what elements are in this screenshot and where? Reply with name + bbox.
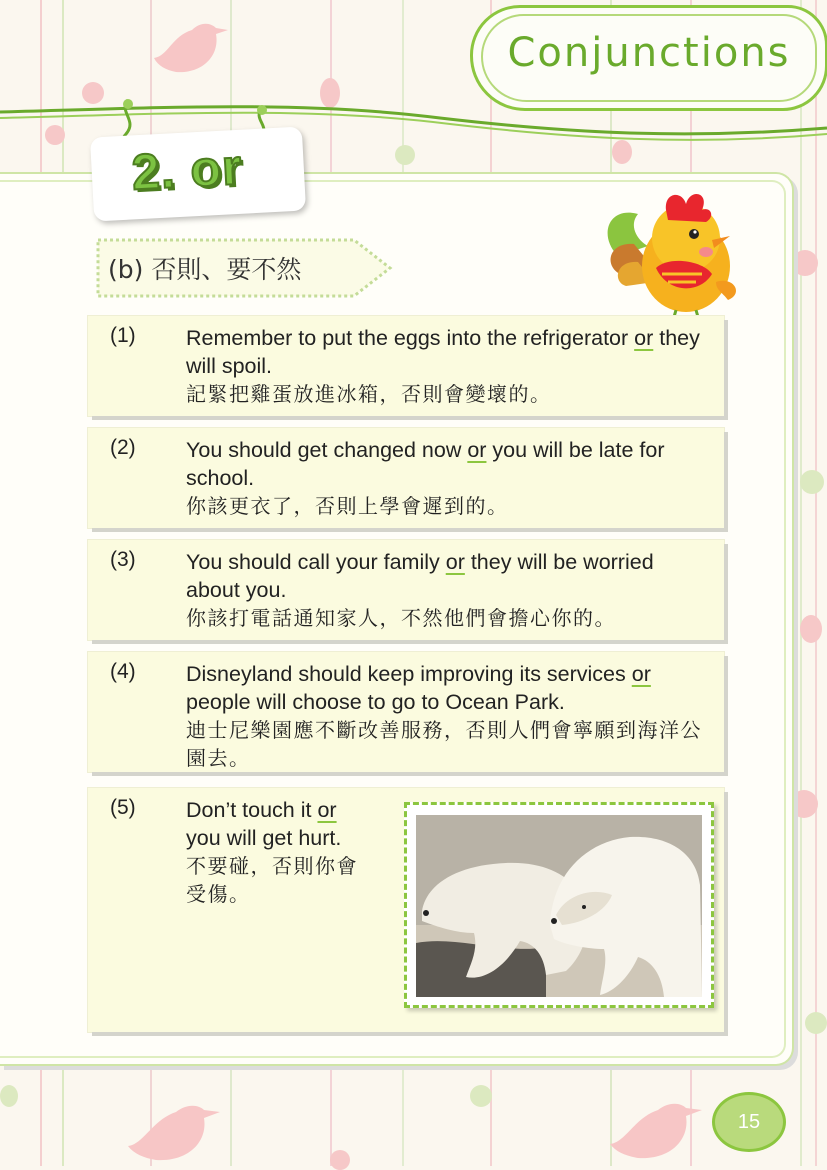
section-tag-label: 2. or: [130, 138, 244, 201]
example-card: [88, 540, 724, 640]
example-translation: 記緊把雞蛋放進冰箱，否則會變壞的。: [186, 382, 552, 406]
example-card: [88, 652, 724, 772]
rooster-icon: [598, 186, 748, 326]
example-translation: 你該打電話通知家人，不然他們會擔心你的。: [186, 606, 616, 630]
example-text: you will get hurt.: [186, 826, 342, 850]
example-text: you will be late for school.: [186, 438, 665, 490]
example-text: Disneyland should keep improving its services: [186, 662, 632, 686]
example-text: You should call your family: [186, 550, 446, 574]
example-body: [186, 796, 376, 908]
example-number: (3): [110, 548, 136, 571]
example-number: (2): [110, 436, 136, 459]
example-translation: 迪士尼樂園應不斷改善服務，否則人們會寧願到海洋公園去。: [186, 718, 702, 770]
conjunction-word: or: [631, 662, 651, 686]
example-text: Remember to put the eggs into the refrigerator: [186, 326, 635, 350]
page-title: Conjunctions: [507, 30, 791, 76]
conjunction-word: or: [634, 326, 654, 350]
conjunction-word: or: [467, 438, 487, 462]
example-text: Don’t touch it: [186, 798, 318, 822]
example-card: [88, 316, 724, 416]
conjunction-word: or: [317, 798, 337, 822]
section-tag: [90, 127, 306, 222]
example-number: (1): [110, 324, 136, 347]
example-text: they will be worried about you.: [186, 550, 654, 602]
example-body: [186, 324, 712, 408]
example-translation: 你該更衣了，否則上學會遲到的。: [186, 494, 509, 518]
example-text: they will spoil.: [186, 326, 700, 378]
polar-bear-photo: [416, 815, 702, 997]
example-body: [186, 660, 712, 772]
page-number: 15: [712, 1092, 786, 1152]
example-text: people will choose to go to Ocean Park.: [186, 690, 565, 714]
example-body: [186, 436, 712, 520]
bird-icon: [606, 1098, 706, 1164]
photo-frame: [404, 802, 714, 1008]
bird-icon: [124, 1100, 224, 1166]
conjunction-word: or: [445, 550, 465, 574]
example-text: You should get changed now: [186, 438, 468, 462]
example-translation: 不要碰，否則你會受傷。: [186, 854, 358, 906]
example-card: [88, 428, 724, 528]
subheading-banner: [94, 236, 394, 300]
subheading-text: (b) 否則、要不然: [108, 255, 302, 284]
example-body: [186, 548, 712, 632]
example-number: (4): [110, 660, 136, 683]
example-number: (5): [110, 796, 136, 819]
